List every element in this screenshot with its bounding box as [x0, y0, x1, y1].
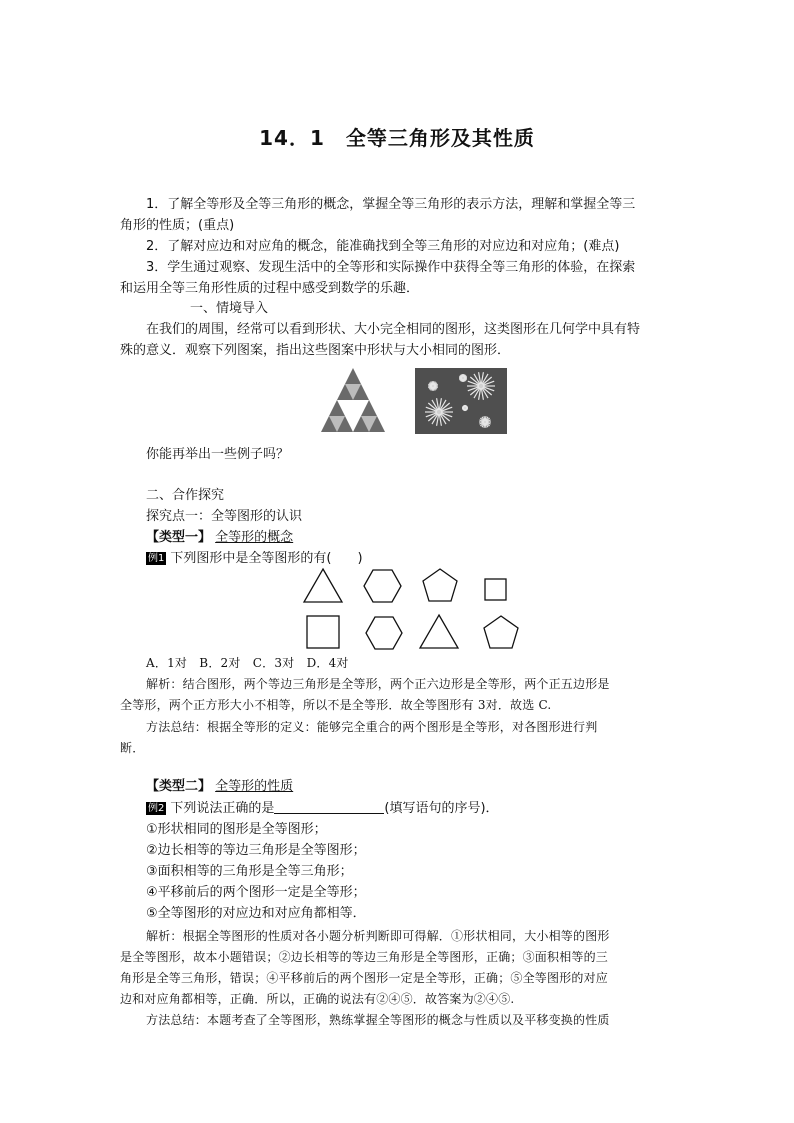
- intro-paragraph-cont: 殊的意义．观察下列图案，指出这些图案中形状与大小相同的图形．: [120, 343, 511, 358]
- example-1-options: A．1对 B．2对 C．3对 D．4对: [146, 656, 349, 670]
- example-1-analysis-cont: 全等形，两个正方形大小不相等，所以不是全等形．故全等图形有 3对．故选 C.: [120, 698, 552, 712]
- objective-3: 3．学生通过观察、发现生活中的全等形和实际操作中获得全等三角形的体验，在探索: [146, 260, 636, 275]
- example-2-analysis-cont-1: 是全等图形，故本小题错误；②边长相等的等边三角形是全等图形，正确；③面积相等的三: [120, 950, 609, 964]
- example-2-text: 下列说法正确的是: [170, 801, 275, 816]
- section-heading-2: 二、合作探究: [146, 488, 225, 503]
- example-2-analysis-cont-3: 边和对应角都相等，正确．所以，正确的说法有②④⑤．故答案为②④⑤.: [120, 992, 515, 1006]
- example-1-tag: 例1: [148, 553, 165, 564]
- type-1-tag: 【类型一】: [146, 530, 212, 545]
- objective-1-cont: 角形的性质；(重点): [120, 218, 235, 233]
- example-2-analysis: 解析：根据全等图形的性质对各小题分析判断即可得解．①形状相同，大小相等的图形: [146, 929, 610, 943]
- sierpinski-triangle-image: [320, 367, 386, 433]
- objective-2: 2．了解对应边和对应角的概念，能准确找到全等三角形的对应边和对应角；(难点): [146, 239, 620, 254]
- small-square-shape: [485, 579, 506, 600]
- exploration-point-1: 探究点一：全等图形的认识: [146, 509, 303, 524]
- flower-pattern-image: [415, 368, 507, 434]
- type-1-name: 全等形的概念: [215, 530, 294, 545]
- page-title: 14．1 全等三角形及其性质: [259, 126, 535, 150]
- hexagon-shape: [364, 570, 401, 602]
- pentagon-shape-2: [484, 616, 518, 648]
- section-heading-1: 一、情境导入: [190, 301, 269, 316]
- example-1-summary-cont: 断．: [120, 741, 145, 755]
- statement-1: ①形状相同的图形是全等图形；: [146, 822, 327, 837]
- example-1-summary: 方法总结：根据全等形的定义：能够完全重合的两个图形是全等形，对各图形进行判: [146, 720, 598, 734]
- statement-2: ②边长相等的等边三角形是全等图形；: [146, 843, 366, 858]
- hexagon-shape-2: [366, 617, 402, 649]
- example-2-analysis-cont-2: 角形是全等三角形，错误；④平移前后的两个图形一定是全等形，正确；⑤全等图形的对应: [120, 971, 609, 985]
- statement-3: ③面积相等的三角形是全等三角形；: [146, 864, 353, 879]
- example-2-tag: 例2: [148, 803, 165, 814]
- example-1-text: 下列图形中是全等图形的有( ): [170, 551, 363, 566]
- intro-paragraph: 在我们的周围，经常可以看到形状、大小完全相同的图形，这类图形在几何学中具有特: [146, 322, 641, 337]
- statement-4: ④平移前后的两个图形一定是全等形；: [146, 885, 366, 900]
- type-2-tag: 【类型二】: [146, 779, 212, 794]
- example-1-analysis: 解析：结合图形，两个等边三角形是全等形，两个正六边形是全等形，两个正五边形是: [146, 677, 610, 691]
- type-2-heading: [146, 775, 706, 799]
- triangle-shape-2: [420, 615, 458, 648]
- objective-3-cont: 和运用全等三角形性质的过程中感受到数学的乐趣．: [120, 281, 420, 296]
- example-2-summary: 方法总结：本题考查了全等图形，熟练掌握全等图形的概念与性质以及平移变换的性质: [146, 1013, 610, 1027]
- objective-1: 1．了解全等形及全等三角形的概念，掌握全等三角形的表示方法，理解和掌握全等三: [146, 197, 636, 212]
- triangle-shape: [304, 569, 342, 602]
- example-2-text-end: (填写语句的序号)．: [384, 801, 499, 816]
- shapes-figure: [296, 566, 526, 652]
- statement-5: ⑤全等图形的对应边和对应角都相等．: [146, 906, 366, 921]
- question-text: 你能再举出一些例子吗？: [146, 447, 290, 462]
- type-2-name: 全等形的性质: [215, 779, 294, 794]
- large-square-shape: [307, 616, 339, 648]
- answer-blank: [274, 799, 384, 814]
- pentagon-shape: [423, 569, 457, 601]
